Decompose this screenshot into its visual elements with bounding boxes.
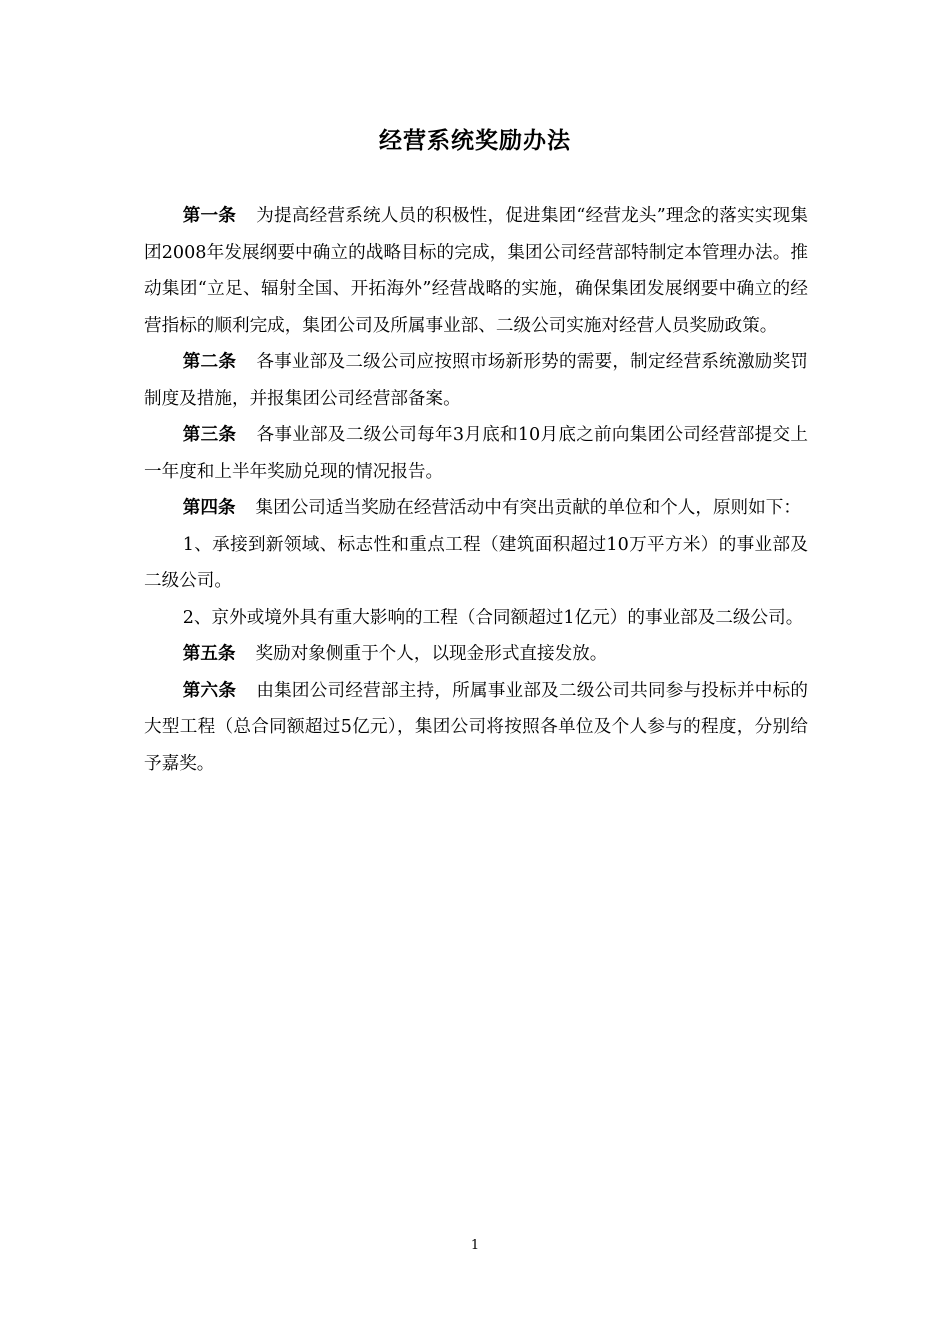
article-1-paragraph bbox=[144, 198, 808, 344]
article-1-text: 为提高经营系统人员的积极性，促进集团“经营龙头”理念的落实实现集团2008年发展纲要中确立的战略目标的完成，集团公司经营部特制定本管理办法。推动集团“立足、辐射全国、开拓海外”经营战略的实施，确保集团发展纲要中确立的经营指标的顺利完成，集团公司及所属事业部、二级公司实施对经营人员奖励政策。 bbox=[144, 206, 808, 336]
article-2-paragraph bbox=[144, 344, 808, 417]
article-2-label: 第二条 bbox=[182, 352, 237, 372]
article-2-text: 各事业部及二级公司应按照市场新形势的需要，制定经营系统激励奖罚制度及措施，并报集团公司经营部备案。 bbox=[144, 352, 808, 409]
article-6-text: 由集团公司经营部主持，所属事业部及二级公司共同参与投标并中标的大型工程（总合同额超过5亿元），集团公司将按照各单位及个人参与的程度，分别给予嘉奖。 bbox=[144, 680, 808, 774]
article-4-paragraph bbox=[144, 490, 808, 527]
article-4-text: 集团公司适当奖励在经营活动中有突出贡献的单位和个人，原则如下： bbox=[255, 498, 801, 518]
article-1-label: 第一条 bbox=[182, 206, 237, 226]
article-3-paragraph bbox=[144, 417, 808, 490]
document-title: 经营系统奖励办法 bbox=[379, 128, 571, 154]
page-number: 1 bbox=[470, 1238, 480, 1253]
article-4-item-2-text: 2、京外或境外具有重大影响的工程（合同额超过1亿元）的事业部及二级公司。 bbox=[182, 607, 804, 628]
article-6-paragraph bbox=[144, 673, 808, 783]
article-4-label: 第四条 bbox=[182, 498, 236, 518]
article-5-label: 第五条 bbox=[182, 644, 236, 664]
article-6-label: 第六条 bbox=[182, 680, 237, 701]
article-4-item-1-text: 1、承接到新领域、标志性和重点工程（建筑面积超过10万平方米）的事业部及二级公司。 bbox=[144, 534, 808, 591]
article-4-item-1 bbox=[144, 527, 808, 600]
article-5-paragraph bbox=[144, 636, 808, 673]
document-body bbox=[144, 198, 808, 782]
article-3-label: 第三条 bbox=[182, 425, 237, 445]
article-4-item-2 bbox=[144, 600, 808, 637]
article-3-text: 各事业部及二级公司每年3月底和10月底之前向集团公司经营部提交上一年度和上半年奖励兑现的情况报告。 bbox=[144, 425, 808, 482]
article-5-text: 奖励对象侧重于个人，以现金形式直接发放。 bbox=[255, 644, 608, 664]
